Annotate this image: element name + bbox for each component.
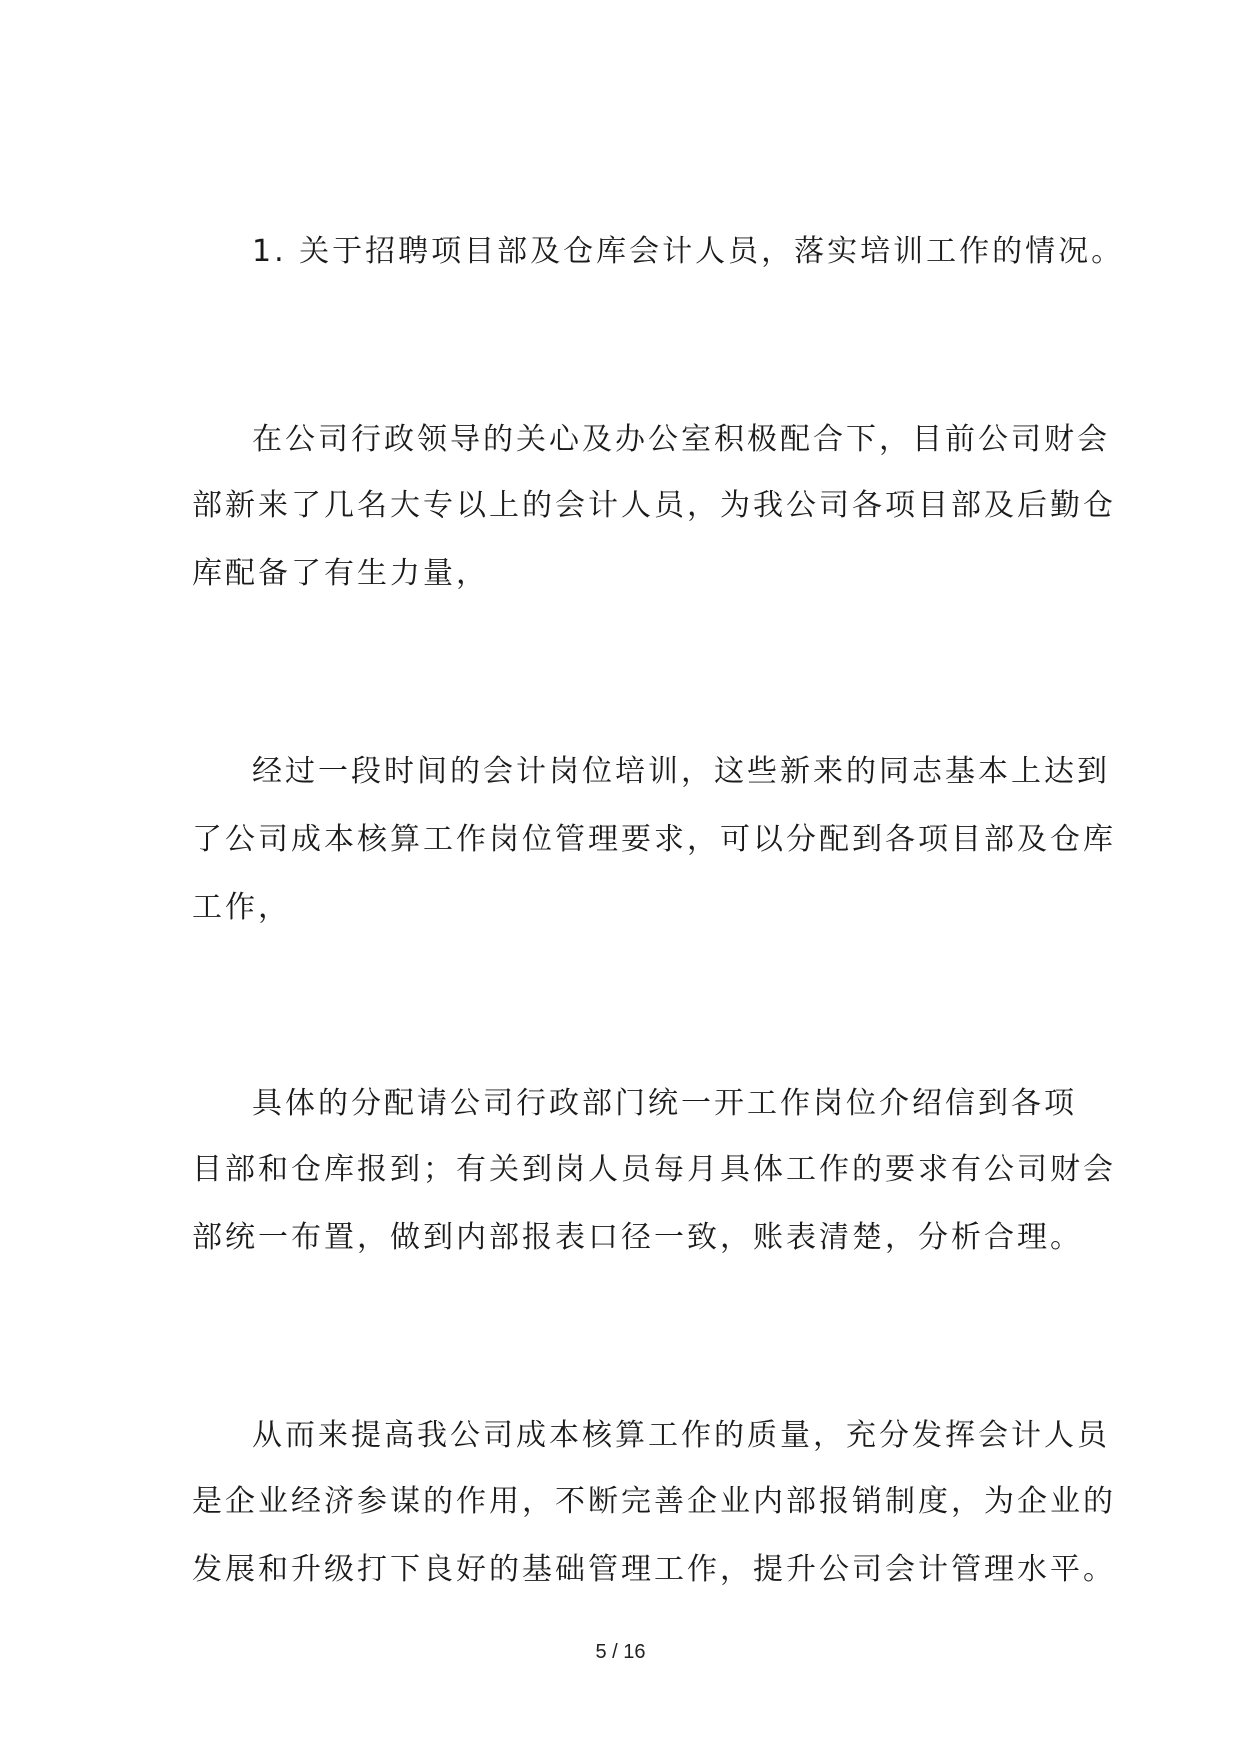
paragraph-1-line-2: 部新来了几名大专以上的会计人员，为我公司各项目部及后勤仓: [192, 488, 1116, 523]
paragraph-1-line-3: 库配备了有生力量，: [192, 556, 489, 591]
paragraph-2-line-1: 经过一段时间的会计岗位培训，这些新来的同志基本上达到: [252, 754, 1110, 789]
paragraph-2-line-3: 工作，: [192, 890, 291, 925]
paragraph-3-line-1: 具体的分配请公司行政部门统一开工作岗位介绍信到各项: [252, 1086, 1077, 1121]
paragraph-4-line-2: 是企业经济参谋的作用，不断完善企业内部报销制度，为企业的: [192, 1484, 1116, 1519]
paragraph-2-line-2: 了公司成本核算工作岗位管理要求，可以分配到各项目部及仓库: [192, 822, 1116, 857]
section-heading: 1. 关于招聘项目部及仓库会计人员，落实培训工作的情况。: [252, 234, 1125, 269]
paragraph-3-line-3: 部统一布置，做到内部报表口径一致，账表清楚，分析合理。: [192, 1220, 1083, 1255]
paragraph-4-line-1: 从而来提高我公司成本核算工作的质量，充分发挥会计人员: [252, 1418, 1110, 1453]
paragraph-1-line-1: 在公司行政领导的关心及办公室积极配合下，目前公司财会: [252, 422, 1110, 457]
page-number: 5 / 16: [595, 1641, 646, 1663]
paragraph-4-line-3: 发展和升级打下良好的基础管理工作，提升公司会计管理水平。: [192, 1552, 1116, 1587]
paragraph-3-line-2: 目部和仓库报到；有关到岗人员每月具体工作的要求有公司财会: [192, 1152, 1116, 1187]
